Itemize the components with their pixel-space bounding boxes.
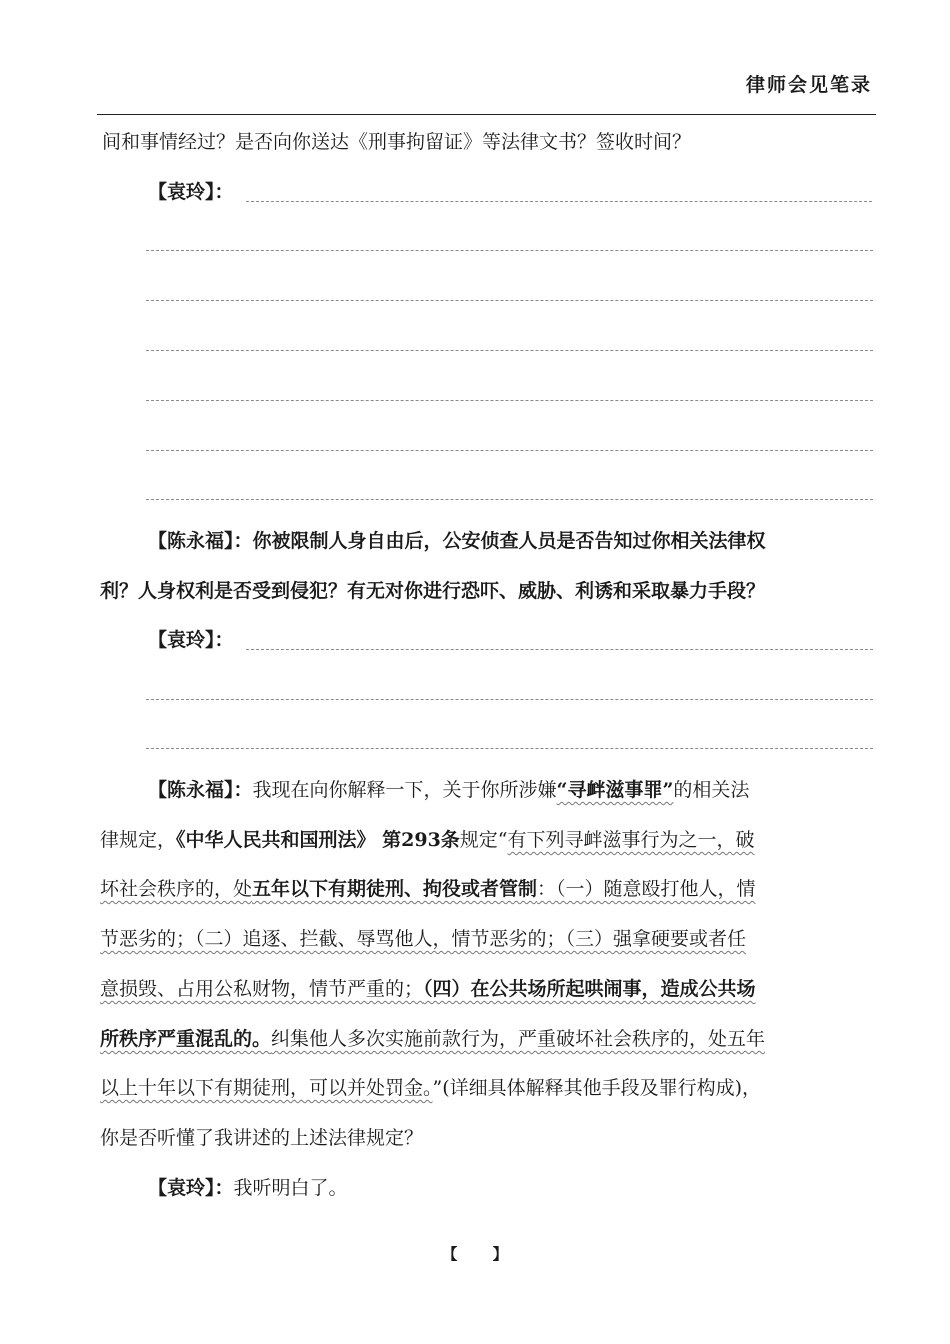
page-header (97, 66, 876, 115)
question-speaker: 【陈永福】： (148, 530, 253, 552)
question-block (148, 527, 766, 555)
law-quote: 有下列寻衅滋事行为之一，破 (507, 829, 755, 851)
explanation-text: 规定“ (459, 829, 508, 851)
explanation-line (100, 826, 755, 854)
explanation-line (100, 875, 756, 903)
law-quote-emphasis: （四）在公共场所起哄闹事，造成公共场 (423, 978, 756, 1000)
answer-blank-line (146, 300, 873, 301)
answer-text: 我听明白了。 (233, 1177, 348, 1199)
question-text: 你被限制人身自由后，公安侦查人员是否告知过你相关法律权 (252, 530, 766, 552)
law-quote: ：（一）随意殴打他人，情 (537, 878, 756, 900)
explanation-text: 律规定， (100, 829, 177, 851)
charge-name: “寻衅滋事罪” (556, 779, 674, 801)
explanation-line (148, 776, 749, 804)
explanation-line (100, 1025, 765, 1053)
answer-block (148, 1174, 348, 1202)
answer-blank-line (246, 649, 873, 650)
law-quote: 意损毁、占用公私财物，情节严重的； (100, 978, 424, 1000)
answer-blank-line (146, 450, 873, 451)
law-quote-emphasis: 五年以下有期徒刑、拘役或者管制 (252, 878, 538, 900)
page-number: 【 】 (442, 1245, 508, 1263)
explanation-text: 你是否听懂了我讲述的上述法律规定？ (100, 1127, 424, 1149)
law-quote-emphasis: 所秩序严重混乱的。 (100, 1028, 272, 1050)
explanation-line (100, 975, 756, 1003)
answer-speaker: 【袁玲】： (148, 1177, 234, 1199)
answer-blank-line (146, 699, 873, 700)
law-quote: 纠集他人多次实施前款行为，严重破坏社会秩序的，处五年 (271, 1028, 766, 1050)
law-quote: 节恶劣的；（二）追逐、拦截、辱骂他人，情节恶劣的；（三）强拿硬要或者任 (100, 928, 747, 950)
question-text: 利？人身权利是否受到侵犯？有无对你进行恐吓、威胁、利诱和采取暴力手段？ (100, 580, 766, 602)
explanation-text: ”(详细具体解释其他手段及罪行构成)， (432, 1077, 762, 1099)
answer-blank-line (146, 748, 873, 749)
page-title: 律师会见笔录 (745, 74, 872, 96)
answer-blank-line (146, 350, 873, 351)
law-quote: 以上十年以下有期徒刑，可以并处罚金。 (100, 1077, 433, 1099)
question-speaker: 【陈永福】： (148, 779, 253, 801)
answer-speaker: 【袁玲】： (148, 629, 234, 651)
answer-blank-line (146, 250, 873, 251)
explanation-line (100, 1074, 761, 1102)
answer-blank-line (146, 400, 873, 401)
law-citation: 《中华人民共和国刑法》 第293条 (176, 829, 460, 851)
explanation-text: 的相关法 (673, 779, 750, 801)
answer-speaker: 【袁玲】： (148, 181, 234, 203)
question-continuation: 间和事情经过？是否向你送达《刑事拘留证》等法律文书？签收时间？ (102, 131, 692, 153)
explanation-text: 我现在向你解释一下，关于你所涉嫌 (252, 779, 557, 801)
answer-blank-line (146, 499, 873, 500)
answer-blank-line (246, 201, 872, 202)
law-quote: 坏社会秩序的，处 (100, 878, 253, 900)
